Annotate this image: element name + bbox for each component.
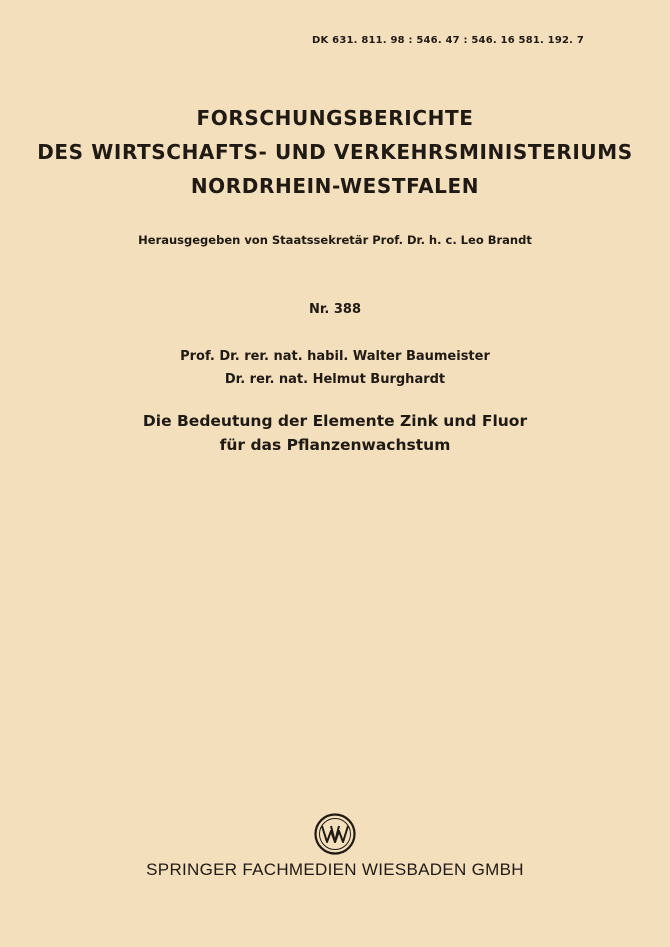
book-title-line-2: für das Pflanzenwachstum <box>219 436 451 454</box>
publisher-name: SPRINGER FACHMEDIEN WIESBADEN GMBH <box>146 860 524 879</box>
classification-number: DK 631. 811. 98 : 546. 47 : 546. 16 581. 192. 7 <box>312 35 584 46</box>
springer-ww-logo-icon <box>313 812 357 856</box>
book-title <box>0 409 670 457</box>
series-title-line-2: DES WIRTSCHAFTS- UND VERKEHRSMINISTERIUMS <box>37 140 633 164</box>
book-title-line-1: Die Bedeutung der Elemente Zink und Fluor <box>142 412 528 430</box>
series-title <box>0 101 670 203</box>
author-1: Prof. Dr. rer. nat. habil. Walter Baumeister <box>180 349 490 364</box>
volume-number: Nr. 388 <box>308 302 362 317</box>
authors <box>0 345 670 391</box>
editor-line: Herausgegeben von Staatssekretär Prof. Dr. h. c. Leo Brandt <box>138 233 532 247</box>
series-title-line-1: FORSCHUNGSBERICHTE <box>196 106 474 130</box>
author-2: Dr. rer. nat. Helmut Burghardt <box>224 372 446 387</box>
series-title-line-3: NORDRHEIN-WESTFALEN <box>190 174 480 198</box>
